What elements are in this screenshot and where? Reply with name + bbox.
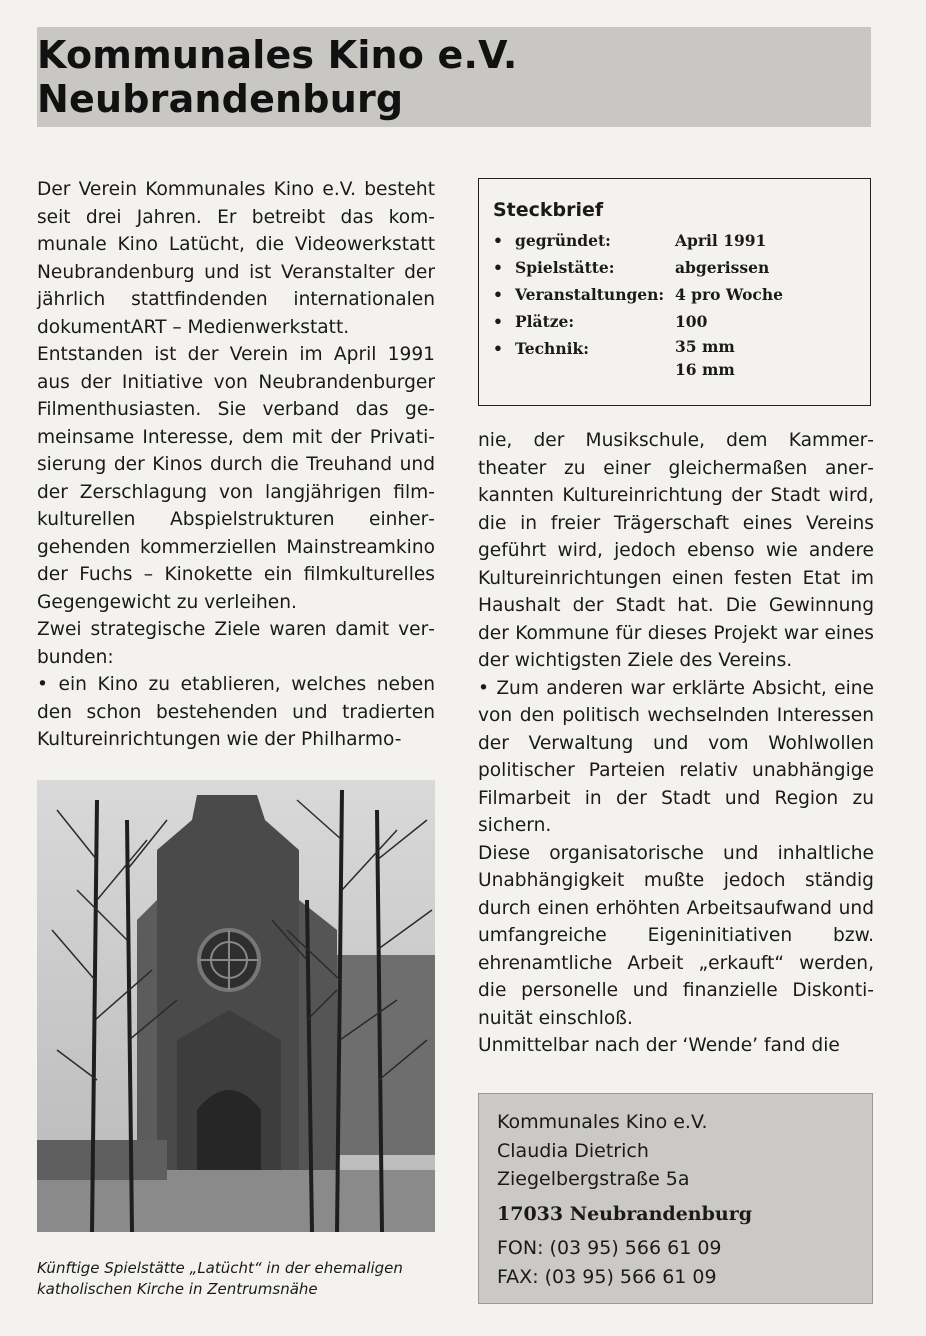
steckbrief-row	[493, 254, 856, 281]
contact-phone: FON: (03 95) 566 61 09	[497, 1237, 722, 1259]
steckbrief-key: Technik:	[515, 339, 589, 358]
bullet-icon: •	[493, 258, 503, 277]
steckbrief-box	[478, 178, 871, 406]
steckbrief-value: 4 pro Woche	[675, 285, 783, 304]
photo-caption: Künftige Spielstätte „Latücht“ in der ehemaligen katholischen Kirche in Zentrumsnähe	[37, 1259, 403, 1298]
paragraph: Unmittelbar nach der ‘Wende’ fand die	[478, 1035, 840, 1056]
steckbrief-value: abgerissen	[675, 258, 770, 277]
steckbrief-value-line: 16 mm	[675, 360, 735, 379]
bullet-icon: •	[493, 231, 503, 250]
contact-box	[478, 1093, 873, 1304]
steckbrief-value-line: 35 mm	[675, 337, 735, 356]
steckbrief-row	[493, 281, 856, 308]
steckbrief-title: Steckbrief	[493, 199, 604, 221]
steckbrief-key: Veranstaltungen:	[515, 285, 665, 304]
paragraph: Entstanden ist der Verein im April 1991 aus der Initiative von Neubrandenburger Filmenthusiasten. Sie verband das gemeinsame Interesse, dem mit der Privatisierung der Kinos durch die Treuhand und der Zerschlagung von langjährigen filmkulturellen Abspielstrukturen einhergehenden kommerziellen Mainstreamkino der Fuchs – Kinokette ein filmkulturelles Gegengewicht zu verleihen.	[37, 344, 435, 613]
bullet-text: ein Kino zu etablieren, welches neben den schon bestehenden und tradierten Kultureinrichtungen wie der Philharmo-	[37, 674, 435, 750]
contact-name: Claudia Dietrich	[497, 1139, 649, 1162]
contact-street: Ziegelbergstraße 5a	[497, 1168, 690, 1190]
paragraph: Diese organisatorische und inhaltliche Unabhängigkeit mußte jedoch ständig durch einen erhöhten Arbeitsaufwand und umfangreiche Eigeninitiativen bzw. ehrenamtliche Arbeit „erkauft“ werden, die personelle und finanzielle Diskontinuität einschloß.	[478, 842, 874, 1029]
bullet-paragraph	[478, 675, 874, 840]
steckbrief-value: 100	[675, 312, 708, 331]
bullet-icon: •	[493, 312, 503, 331]
steckbrief-value	[675, 335, 856, 381]
contact-city: 17033 Neubrandenburg	[497, 1202, 752, 1225]
contact-org: Kommunales Kino e.V.	[497, 1111, 708, 1133]
steckbrief-key: gegründet:	[515, 231, 611, 250]
steckbrief-row	[493, 335, 856, 381]
title-banner	[37, 27, 871, 127]
church-illustration	[37, 780, 435, 1232]
church-photo	[37, 780, 435, 1232]
right-column	[478, 427, 874, 1060]
steckbrief-key: Plätze:	[515, 312, 575, 331]
paragraph: Zwei strategische Ziele waren damit verbunden:	[37, 619, 435, 668]
paragraph: Der Verein Kommunales Kino e.V. besteht seit drei Jahren. Er betreibt das kommunale Kino Latücht, die Videowerkstatt Neubrandenburg und ist Veranstalter der jährlich stattfindenden internationalen dokumentART – Medienwerkstatt.	[37, 179, 435, 338]
bullet-icon: •	[493, 285, 503, 304]
page-title: Kommunales Kino e.V. Neubrandenburg	[37, 33, 518, 121]
steckbrief-key: Spielstätte:	[515, 258, 615, 277]
contact-fax: FAX: (03 95) 566 61 09	[497, 1265, 717, 1288]
bullet-paragraph	[37, 671, 435, 754]
left-column	[37, 176, 435, 754]
bullet-text: Zum anderen war erklärte Absicht, eine von den politisch wechselnden Interessen der Verwaltung und vom Wohlwollen politischer Parteien relativ unabhängige Filmarbeit in der Stadt und Region zu sichern.	[478, 677, 874, 836]
bullet-icon: •	[493, 339, 503, 358]
steckbrief-value: April 1991	[675, 231, 767, 250]
steckbrief-row	[493, 308, 856, 335]
paragraph: nie, der Musikschule, dem Kammertheater zu einer gleichermaßen anerkannten Kultureinrichtung der Stadt wird, die in freier Trägerschaft eines Vereins geführt wird, jedoch ebenso wie andere Kultureinrichtungen einen festen Etat im Haushalt der Stadt hat. Die Gewinnung der Kommune für dieses Projekt war eines der wichtigsten Ziele des Vereins.	[478, 430, 874, 671]
steckbrief-row	[493, 227, 856, 254]
